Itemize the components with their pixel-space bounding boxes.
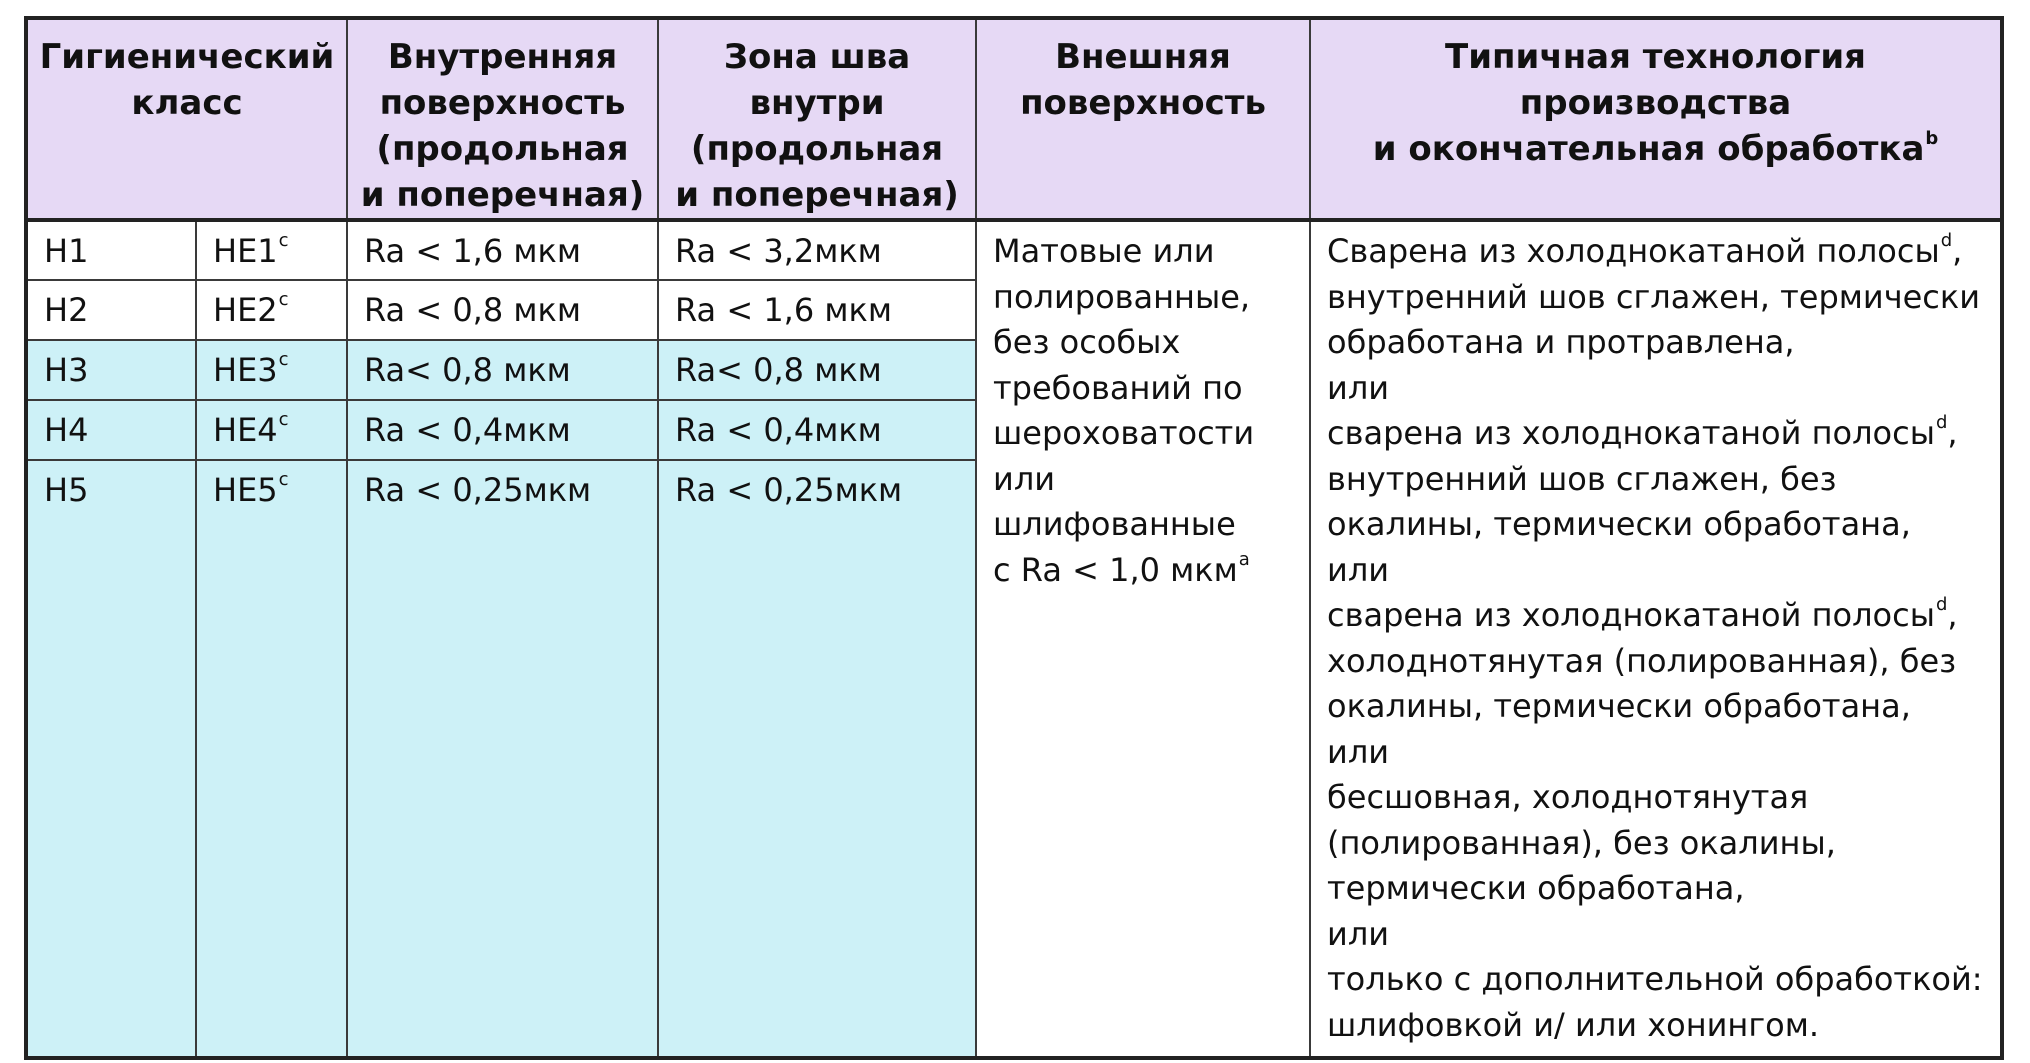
footnote-marker-c: c — [278, 409, 289, 431]
technology-comma: , — [1947, 414, 1958, 452]
technology-line: шлифовкой и/ или хонингом. — [1327, 1005, 1820, 1044]
footnote-marker-b: b — [1925, 127, 1939, 149]
footnote-marker-c: c — [278, 349, 289, 371]
technology-line — [1327, 411, 1984, 457]
header-inner-surface-line: Внутренняя — [387, 37, 618, 77]
header-seam-zone-line: (продольная — [690, 129, 944, 169]
technology-line: или — [1327, 732, 1390, 771]
outer-surface-line: полированные, — [993, 277, 1251, 316]
technology-text: сварена из холоднокатаной полосы — [1327, 596, 1935, 634]
technology-line: или — [1327, 368, 1390, 407]
cell-seam-roughness: Ra < 1,6 мкм — [658, 280, 976, 340]
header-hygiene-class — [26, 18, 347, 220]
header-seam-zone — [658, 18, 976, 220]
technology-line: или — [1327, 550, 1390, 589]
outer-surface-line: шероховатости — [993, 414, 1255, 452]
he-class-text: HE2 — [213, 291, 278, 329]
header-seam-zone-line: Зона шва — [723, 37, 911, 77]
he-class-text: HE3 — [213, 351, 278, 389]
technology-line: только с дополнительной обработкой: — [1327, 960, 1983, 998]
header-inner-surface-line: поверхность — [379, 83, 626, 123]
footnote-marker-d: d — [1935, 412, 1948, 434]
footnote-marker-a: a — [1238, 548, 1250, 570]
header-outer-surface-line: Внешняя — [1055, 37, 1231, 77]
technology-line: (полированная), без окалины, — [1327, 823, 1836, 862]
cell-technology — [1310, 220, 2002, 1058]
cell-inner-roughness: Ra < 0,25мкм — [347, 460, 658, 1058]
footnote-marker-c: c — [278, 469, 289, 491]
outer-surface-line: шлифованные — [993, 505, 1236, 543]
technology-line: внутренний шов сглажен, без — [1327, 459, 1837, 498]
cell-h-class: H3 — [26, 340, 196, 400]
cell-h-class: H5 — [26, 460, 196, 1058]
footnote-marker-d: d — [1940, 230, 1953, 252]
technology-line: бесшовная, холоднотянутая — [1327, 778, 1809, 816]
technology-line: холоднотянутая (полированная), без — [1327, 641, 1957, 680]
footnote-marker-d: d — [1935, 594, 1948, 616]
outer-surface-line — [993, 548, 1293, 594]
cell-seam-roughness: Ra < 3,2мкм — [658, 220, 976, 280]
footnote-marker-c: c — [278, 230, 289, 252]
technology-comma: , — [1952, 232, 1963, 270]
hygiene-class-table — [24, 16, 2004, 1060]
cell-h-class: H4 — [26, 400, 196, 460]
outer-surface-text: с Ra < 1,0 мкм — [993, 550, 1238, 589]
technology-line: обработана и протравлена, — [1327, 323, 1795, 361]
technology-comma: , — [1947, 596, 1958, 634]
cell-he-class — [196, 340, 347, 400]
technology-line: окалины, термически обработана, — [1327, 687, 1911, 725]
cell-inner-roughness: Ra < 0,8 мкм — [347, 280, 658, 340]
technology-line: термически обработана, — [1327, 869, 1745, 907]
cell-h-class: H1 — [26, 220, 196, 280]
header-technology-line: Типичная технология производства — [1445, 37, 1867, 123]
technology-line: внутренний шов сглажен, термически — [1327, 277, 1981, 316]
technology-line: окалины, термически обработана, — [1327, 505, 1911, 543]
header-technology — [1310, 18, 2002, 220]
header-inner-surface — [347, 18, 658, 220]
cell-he-class — [196, 400, 347, 460]
header-outer-surface — [976, 18, 1310, 220]
cell-seam-roughness: Ra < 0,25мкм — [658, 460, 976, 1058]
header-seam-zone-line: и поперечная) — [675, 175, 959, 215]
cell-he-class — [196, 220, 347, 280]
technology-line: или — [1327, 914, 1390, 953]
technology-text: сварена из холоднокатаной полосы — [1327, 414, 1935, 452]
cell-seam-roughness: Ra< 0,8 мкм — [658, 340, 976, 400]
header-hygiene-class-line: Гигиенический — [39, 37, 335, 77]
header-technology-line — [1311, 126, 2000, 172]
cell-he-class — [196, 460, 347, 1058]
header-inner-surface-line: (продольная — [376, 129, 629, 169]
header-seam-zone-line: внутри — [749, 83, 885, 123]
cell-h-class: H2 — [26, 280, 196, 340]
outer-surface-line: или — [993, 459, 1056, 498]
cell-inner-roughness: Ra < 0,4мкм — [347, 400, 658, 460]
cell-inner-roughness: Ra< 0,8 мкм — [347, 340, 658, 400]
he-class-text: HE5 — [213, 471, 278, 509]
technology-line — [1327, 593, 1984, 639]
header-technology-text: и окончательная обработка — [1372, 129, 1925, 169]
cell-outer-surface — [976, 220, 1310, 1058]
he-class-text: HE1 — [213, 232, 278, 270]
footnote-marker-c: c — [278, 289, 289, 311]
he-class-text: HE4 — [213, 411, 278, 449]
cell-inner-roughness: Ra < 1,6 мкм — [347, 220, 658, 280]
technology-line — [1327, 229, 1984, 275]
outer-surface-line: требований по — [993, 368, 1243, 407]
outer-surface-line: без особых — [993, 323, 1181, 361]
header-outer-surface-line: поверхность — [1020, 83, 1266, 123]
header-hygiene-class-line: класс — [131, 83, 243, 123]
cell-he-class — [196, 280, 347, 340]
technology-text: Сварена из холоднокатаной полосы — [1327, 232, 1940, 270]
outer-surface-line: Матовые или — [993, 232, 1215, 270]
header-inner-surface-line: и поперечная) — [360, 175, 645, 215]
cell-seam-roughness: Ra < 0,4мкм — [658, 400, 976, 460]
